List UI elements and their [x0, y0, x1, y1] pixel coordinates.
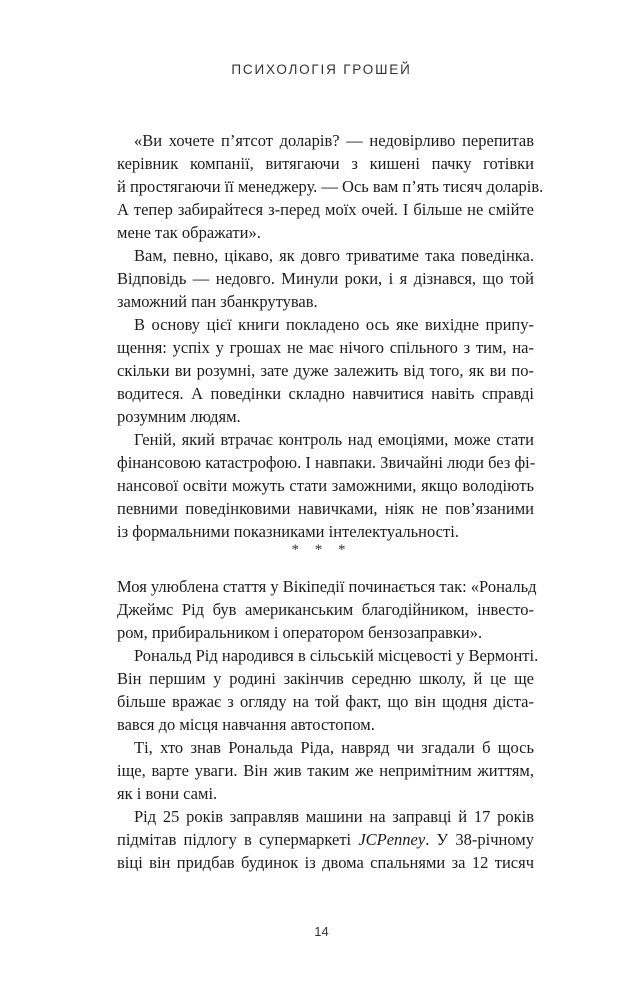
- text-line: Рід 25 років заправляв машини на заправці й 17 років: [134, 807, 534, 826]
- text-line: керівник компанії, витягаючи з кишені пачку готівки: [117, 154, 534, 173]
- text-line: Моя улюблена стаття у Вікіпедії починається так: «Рональд: [117, 577, 537, 596]
- paragraph: [117, 313, 534, 428]
- text-line: заможний пан збанкрутував.: [117, 292, 318, 311]
- text-line: й простягаючи її менеджеру. — Ось вам п’ять тисяч доларів.: [117, 177, 544, 196]
- text-line: Джеймс Рід був американським благодійником, інвесто-: [117, 600, 534, 619]
- paragraph: [117, 575, 537, 644]
- text-line: В основу цієї книги покладено ось яке вихідне припу-: [134, 315, 534, 334]
- text-line: Ті, хто знав Рональда Ріда, навряд чи згадали б щось: [134, 738, 534, 757]
- text-line: Геній, який втрачає контроль над емоціями, може стати: [134, 430, 534, 449]
- text-line: Рональд Рід народився в сільській місцевості у Вермонті.: [134, 646, 539, 665]
- text-line: більше вражає з огляду на той факт, що він щодня діста-: [117, 692, 534, 711]
- text-section-2: [117, 575, 539, 874]
- text-line: Вам, певно, цікаво, як довго триватиме така поведінка.: [134, 246, 534, 265]
- text-line: Він першим у родині закінчив середню школу, й це ще: [117, 669, 534, 688]
- text-line: нансової освіти можуть стати заможними, якщо володіють: [117, 476, 534, 495]
- text-line: Відповідь — недовго. Минули роки, і я дізнався, що той: [117, 269, 534, 288]
- text-line: мене так ображати».: [117, 223, 261, 242]
- text-line: фінансовою катастрофою. І навпаки. Звичайні люди без фі-: [117, 453, 536, 472]
- text-line: іще, варте уваги. Він жив таким же непримітним життям,: [117, 761, 534, 780]
- text-line: А тепер забирайтеся з-перед моїх очей. І більше не смійте: [117, 200, 534, 219]
- text-line: «Ви хочете п’ятсот доларів? — недовірливо перепитав: [134, 131, 534, 150]
- text-line: водитеся. А поведінки складно навчитися навіть справді: [117, 384, 534, 403]
- running-head-title: ПСИХОЛОГІЯ ГРОШЕЙ: [231, 62, 412, 77]
- text-line: віці він придбав будинок із двома спальнями за 12 тисяч: [117, 853, 534, 872]
- paragraph: [117, 805, 534, 874]
- page-number: 14: [314, 924, 329, 939]
- text-line: як і вони самі.: [117, 784, 218, 803]
- text-fragment: підмітав підлогу в супермаркеті: [117, 830, 359, 849]
- paragraph: [117, 736, 534, 805]
- text-line: із формальними показниками інтелектуальності.: [117, 522, 459, 541]
- store-name: JCPenney: [358, 830, 426, 849]
- text-line: скільки ви розумні, зате дуже залежить від того, як ви по-: [117, 361, 534, 380]
- text-line: розумним людям.: [117, 407, 241, 426]
- text-line: вався до місця навчання автостопом.: [117, 715, 375, 734]
- text-line: щення: успіх у грошах не має нічого спільного з тим, на-: [117, 338, 534, 357]
- text-line: [117, 828, 534, 851]
- text-line: певними поведінковими навичками, ніяк не пов’язаними: [117, 499, 534, 518]
- paragraph: [117, 644, 539, 736]
- text-fragment: . У 38-річному: [425, 830, 534, 849]
- paragraph: [117, 244, 534, 313]
- paragraph: [117, 428, 534, 543]
- text-section-1: [117, 129, 544, 543]
- paragraph: [117, 129, 544, 244]
- section-divider: * * *: [291, 542, 352, 558]
- text-line: ром, прибиральником і оператором бензозаправки».: [117, 623, 483, 642]
